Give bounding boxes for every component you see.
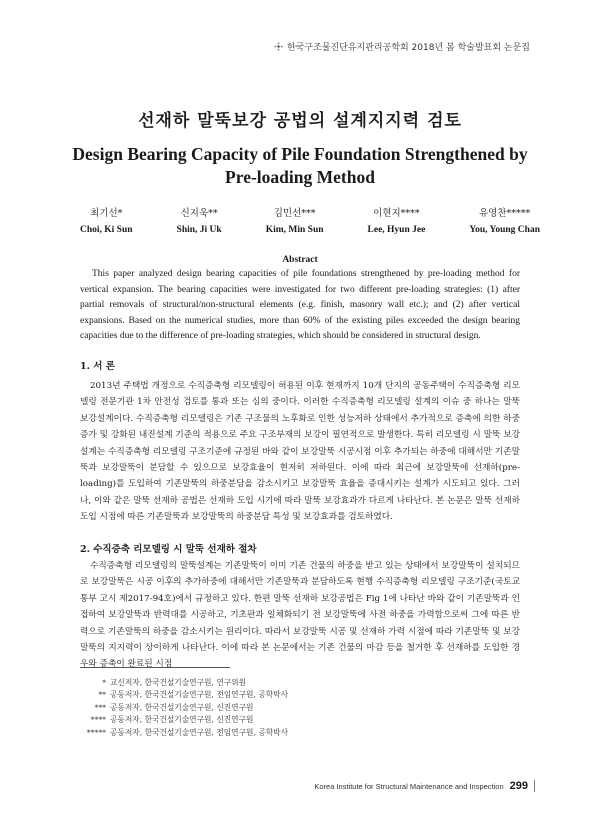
author-name-korean: 신지욱** (180, 208, 218, 219)
abstract-heading: Abstract (282, 255, 318, 265)
footer-divider (534, 780, 535, 792)
footnote-text: 공동저자, 한국건설기술연구원, 전임연구원, 공학박사 (110, 690, 289, 700)
running-header (274, 40, 530, 53)
footer-institute: Korea Institute for Structural Maintenance and Inspection (314, 781, 504, 791)
footnote-list (80, 677, 288, 739)
footnote-text: 공동저자, 한국건설기술연구원, 신진연구원 (110, 702, 254, 712)
section-body-procedure: 수직증축형 리모델링의 말뚝설계는 기존말뚝이 이미 기존 건물의 하중을 받고 있는 상태에서 보강말뚝이 설치되므로 보강말뚝은 시공 이후의 추가하중에 대해서만 기존말뚝과 분담하도록 현행 수직증축형 리모델링 구조기준(국토교통부 고시 제2017-94호)에서 규정하고 있다. 한편 말뚝 선재하 보강공법은 Fig 1에 나타난 바와 같이 기존말뚝과 인접하여 보강말뚝과 반력대를 시공하고, 기초판과 일체화되기 전 보강말뚝에 사전 하중을 가력함으로써 그에 따른 반력으로 기존말뚝의 하중을 감소시키는 원리이다. 따라서 보강말뚝 시공 및 선재하 가력 시점에 따라 기존말뚝 및 보강말뚝의 지지력이 상이하게 나타난다. 이에 따라 본 논문에서는 기존 건물의 마감 등을 철거한 후 선재하를 도입한 경우와 증축이 완료된 시점 (80, 561, 520, 670)
author-name-korean: 최기선* (90, 208, 123, 219)
footnote-divider (80, 667, 230, 668)
footnote-mark: ** (98, 690, 106, 700)
footnote-text: 공동저자, 한국건설기술연구원, 신진연구원 (110, 715, 254, 725)
footnote (80, 677, 288, 689)
footnote (80, 702, 288, 714)
title-korean: 선재하 말뚝보강 공법의 설계지지력 검토 (138, 111, 462, 131)
footnote-mark: **** (90, 715, 106, 725)
author-name-english: Choi, Ki Sun (80, 225, 133, 235)
author (469, 206, 540, 238)
author-name-english: You, Young Chan (469, 225, 540, 235)
author (266, 206, 324, 238)
footnote-text: 교신저자, 한국건설기술연구원, 연구위원 (110, 678, 247, 687)
section-heading-procedure: 2. 수직증축 리모델링 시 말뚝 선재하 절차 (80, 544, 257, 555)
footnote-mark: *** (94, 702, 106, 712)
footnote-mark: ***** (86, 727, 106, 737)
footnote-mark: * (102, 678, 106, 687)
author-name-korean: 김민선*** (273, 208, 316, 219)
abstract-text: This paper analyzed design bearing capacities of pile foundations strengthened by pre-loading method for vertical expansion. The bearing capacities were investigated for two different pre-loading strategies: (1) after partial removals of structural/non-structural elements (e.g. finish, masonry wall etc.); and (2) after vertical expansions. Based on the numerical studies, more than 60% of the existing piles exceeded the design bearing capacities due to the difference of pre-loading strategies, which should be considered in structural design. (80, 269, 520, 342)
footnote (80, 727, 288, 739)
author-name-korean: 유영찬***** (479, 208, 531, 219)
page-number: 299 (509, 780, 528, 792)
footnote-text: 공동저자, 한국건설기술연구원, 전임연구원, 공학박사 (110, 727, 289, 737)
footnote (80, 714, 288, 726)
author-name-english: Shin, Ji Uk (176, 225, 222, 235)
journal-name: 한국구조물진단유지관리공학회 2018년 봄 학술발표회 논문집 (286, 43, 530, 53)
section-body-introduction: 2013년 주택법 개정으로 수직증축형 리모델링이 허용된 이후 현재까지 10개 단지의 공동주택이 수직증축형 리모델링 전문기관 1차 안전성 검토를 통과 또는 심의 중이다. 이러한 수직증축형 리모델링 설계의 이슈 중 하나는 말뚝 보강설계이다. 수직증축형 리모델링은 기존 구조물의 노후화로 인한 성능저하 상태에서 추가적으로 증축에 의한 하중증가 및 강화된 내진설계 기준의 적용으로 주요 구조부재의 보강이 필연적으로 발생한다. 특히 리모델링 시 말뚝 보강설계는 수직증축형 리모델링 구조기준에 규정된 바와 같이 보강말뚝 시공시점 이후 추가되는 하중에 대해서만 기존말뚝과 보강말뚝이 분담할 수 있으므로 보강효율이 현저히 저하된다. 이에 따라 최근에 보강말뚝에 선재하(pre-loading)를 도입하여 기존말뚝의 하중분담을 감소시키고 보강말뚝 효율을 증대시키는 설계가 시도되고 있다. 그러나, 이와 같은 말뚝 선재하 공법은 선재하 도입 시기에 따라 말뚝 보강효과가 다르게 나타난다. 본 논문은 말뚝 선재하 도입 시점에 따른 기존말뚝과 보강말뚝의 하중분담 특성 및 보강효과를 검토하였다. (80, 381, 520, 523)
author-name-korean: 이현지**** (373, 208, 420, 219)
author (80, 206, 133, 238)
author (368, 206, 426, 238)
author-name-english: Kim, Min Sun (265, 225, 324, 235)
author-name-english: Lee, Hyun Jee (367, 225, 426, 235)
footnote (80, 689, 288, 701)
sparkle-icon (274, 42, 283, 51)
page-footer (314, 780, 535, 792)
author (177, 206, 222, 238)
section-heading-introduction: 1. 서 론 (80, 361, 115, 372)
author-list (80, 206, 540, 238)
title-english: Design Bearing Capacity of Pile Foundation Strengthened by Pre-loading Method (72, 144, 528, 187)
